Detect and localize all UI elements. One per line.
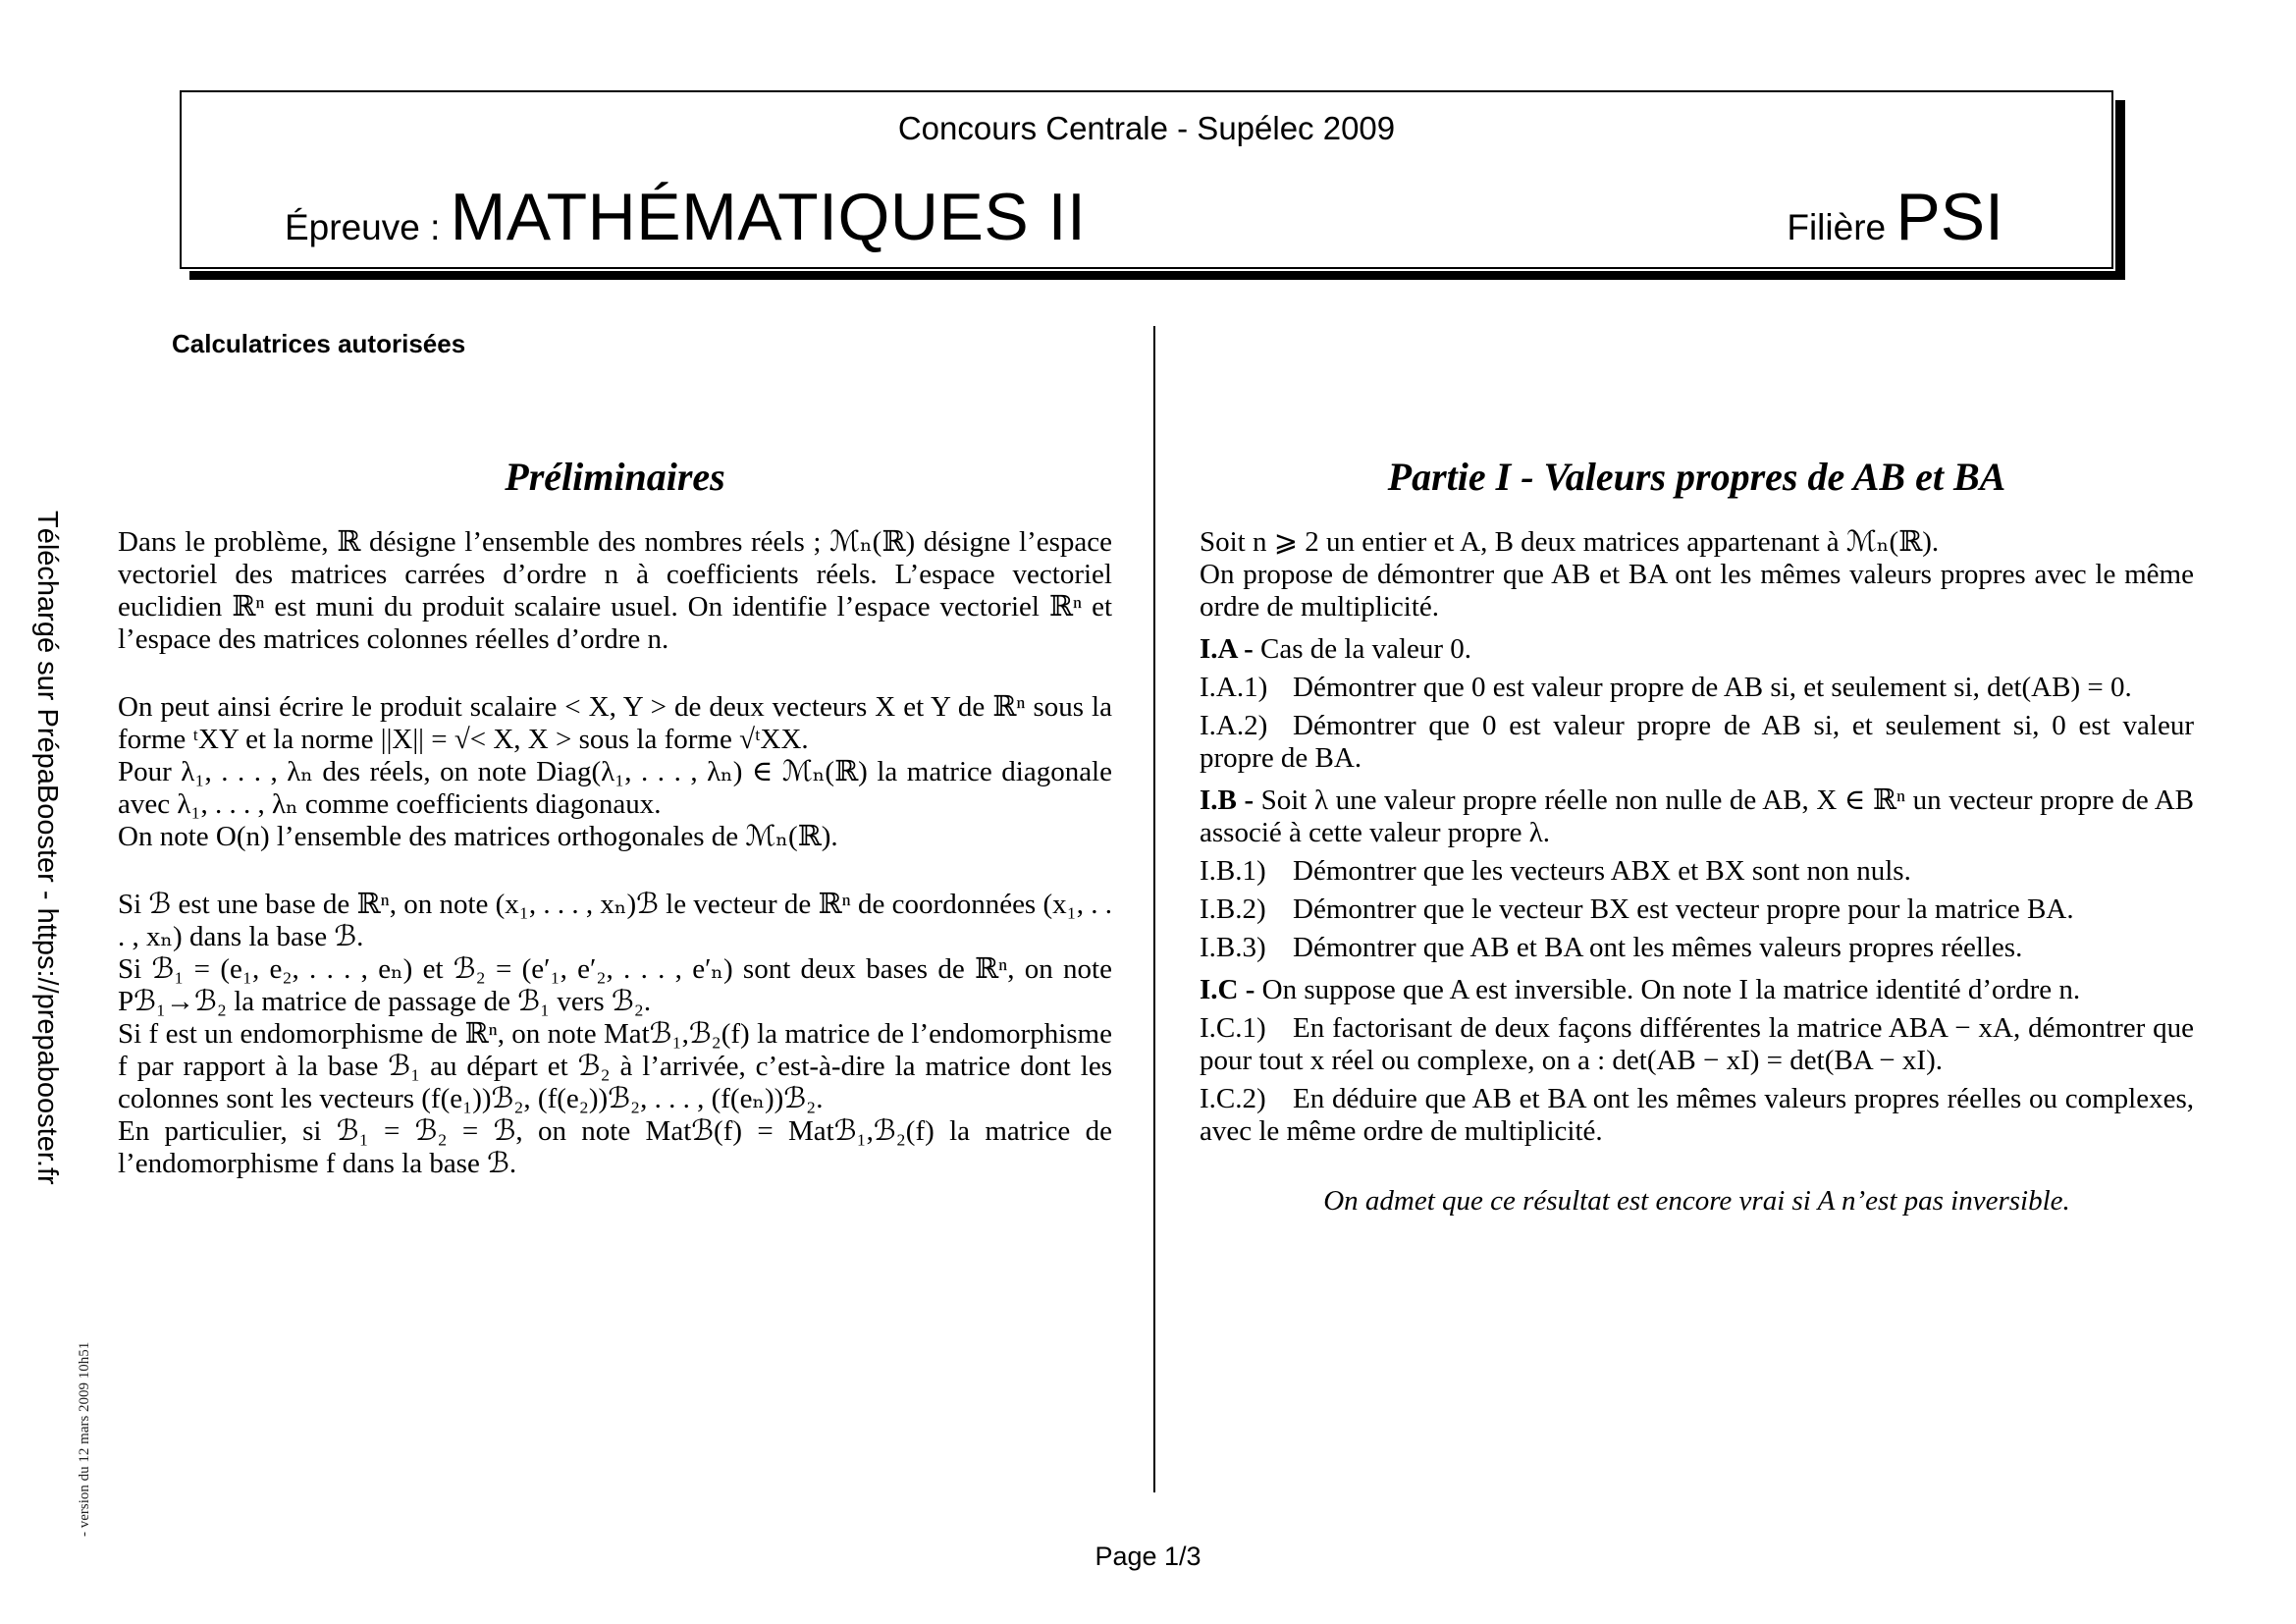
page-number: Page 1/3 — [1095, 1542, 1201, 1571]
question — [1200, 932, 2194, 964]
question-text: Démontrer que les vecteurs ABX et BX sont non nuls. — [1293, 855, 1911, 887]
exam-header — [180, 90, 2113, 269]
header-shadow — [189, 271, 2125, 280]
subsection-I-B — [1200, 785, 2194, 849]
subsection-label: I.A - — [1200, 633, 1261, 665]
paragraph: Si f est un endomorphisme de ℝⁿ, on note Matℬ₁,ℬ₂(f) la matrice de l’endomorphisme f par rapport à la base ℬ₁ au départ et ℬ₂ à l’arrivée, c’est-à-dire la matrice dont les colonnes sont les vecteurs (f(e₁))ℬ₂, (f(e₂))ℬ₂, . . . , (f(eₙ))ℬ₂. — [118, 1018, 1112, 1114]
question-text: Démontrer que 0 est valeur propre de AB si, et seulement si, 0 est valeur propre de BA. — [1200, 710, 2194, 774]
subsection-I-A — [1200, 633, 2194, 666]
question-number: I.B.3) — [1200, 932, 1266, 963]
question — [1200, 672, 2194, 704]
intro-line: On propose de démontrer que AB et BA ont les mêmes valeurs propres avec le même ordre de multiplicité. — [1200, 559, 2194, 623]
partie-1-column — [1200, 454, 2194, 1218]
paragraph: Dans le problème, ℝ désigne l’ensemble des nombres réels ; ℳₙ(ℝ) désigne l’espace vectoriel des matrices carrées d’ordre n à coefficients réels. L’espace vectoriel euclidien ℝⁿ est muni du produit scalaire usuel. On identifie l’espace vectoriel ℝⁿ et l’espace des matrices colonnes réelles d’ordre n. — [118, 526, 1112, 655]
epreuve-line — [285, 179, 1086, 255]
question-number: I.C.1) — [1200, 1012, 1266, 1044]
question-number: I.A.2) — [1200, 710, 1268, 741]
question-number: I.B.2) — [1200, 893, 1266, 925]
calculator-note: Calculatrices autorisées — [172, 329, 466, 358]
question-number: I.B.1) — [1200, 855, 1266, 887]
question — [1200, 1083, 2194, 1148]
intro-line: Soit n ⩾ 2 un entier et A, B deux matrices appartenant à ℳₙ(ℝ). — [1200, 526, 1940, 558]
subsection-text: On suppose que A est inversible. On note I la matrice identité d’ordre n. — [1261, 974, 2081, 1005]
side-watermark: Téléchargé sur PrépaBooster - https://prepabooster.fr — [31, 511, 63, 1185]
paragraph: On peut ainsi écrire le produit scalaire < X, Y > de deux vecteurs X et Y de ℝⁿ sous la forme ᵗXY et la norme ||X|| = √< X, X > sous la forme √ᵗXX. — [118, 691, 1112, 755]
paragraph: Si ℬ₁ = (e₁, e₂, . . . , eₙ) et ℬ₂ = (e′₁, e′₂, . . . , e′ₙ) sont deux bases de ℝⁿ, on note Pℬ₁→ℬ₂ la matrice de passage de ℬ₁ vers ℬ₂. — [118, 953, 1112, 1017]
paragraph: Pour λ₁, . . . , λₙ des réels, on note Diag(λ₁, . . . , λₙ) ∈ ℳₙ(ℝ) la matrice diagonale avec λ₁, . . . , λₙ comme coefficients diagonaux. — [118, 756, 1112, 820]
question-number: I.A.1) — [1200, 672, 1268, 703]
filiere-label: Filière — [1787, 207, 1896, 247]
paragraph: En particulier, si ℬ₁ = ℬ₂ = ℬ, on note Matℬ(f) = Matℬ₁,ℬ₂(f) la matrice de l’endomorphisme f dans la base ℬ. — [118, 1115, 1112, 1179]
subsection-label: I.C - — [1200, 974, 1262, 1005]
question-text: Démontrer que le vecteur BX est vecteur propre pour la matrice BA. — [1293, 893, 2074, 925]
subsection-I-C — [1200, 974, 2194, 1006]
preliminaires-column — [118, 454, 1112, 1180]
question-text: En factorisant de deux façons différentes la matrice ABA − xA, démontrer que pour tout x réel ou complexe, on a : det(AB − xI) = det(BA − xI). — [1200, 1012, 2194, 1076]
question — [1200, 1012, 2194, 1077]
column-divider — [1153, 326, 1155, 1492]
header-shadow — [2115, 100, 2125, 280]
section-title-preliminaires: Préliminaires — [505, 455, 725, 499]
paragraph: Si ℬ est une base de ℝⁿ, on note (x₁, . . . , xₙ)ℬ le vecteur de ℝⁿ de coordonnées (x₁, . . . , xₙ) dans la base ℬ. — [118, 889, 1112, 952]
closing-note: On admet que ce résultat est encore vrai si A n’est pas inversible. — [1323, 1185, 2070, 1217]
subsection-label: I.B - — [1200, 785, 1261, 816]
paragraph: On note O(n) l’ensemble des matrices orthogonales de ℳₙ(ℝ). — [118, 821, 838, 852]
subject-title: MATHÉMATIQUES II — [450, 180, 1087, 254]
question-number: I.C.2) — [1200, 1083, 1266, 1114]
question-text: Démontrer que AB et BA ont les mêmes valeurs propres réelles. — [1293, 932, 2023, 963]
filiere-value: PSI — [1896, 180, 2003, 254]
version-stamp: - version du 12 mars 2009 10h51 — [77, 1341, 92, 1537]
epreuve-label: Épreuve : — [285, 207, 451, 247]
question — [1200, 710, 2194, 775]
filiere-line — [1787, 179, 2003, 255]
subsection-text: Soit λ une valeur propre réelle non nulle de AB, X ∈ ℝⁿ un vecteur propre de AB associé à cette valeur propre λ. — [1200, 785, 2194, 848]
contest-title: Concours Centrale - Supélec 2009 — [897, 110, 1396, 146]
subsection-text: Cas de la valeur 0. — [1260, 633, 1472, 665]
question — [1200, 893, 2194, 926]
question-text: En déduire que AB et BA ont les mêmes valeurs propres réelles ou complexes, avec le même ordre de multiplicité. — [1200, 1083, 2194, 1147]
question-text: Démontrer que 0 est valeur propre de AB si, et seulement si, det(AB) = 0. — [1293, 672, 2132, 703]
section-title-partie-1: Partie I - Valeurs propres de AB et BA — [1387, 455, 2006, 499]
question — [1200, 855, 2194, 888]
